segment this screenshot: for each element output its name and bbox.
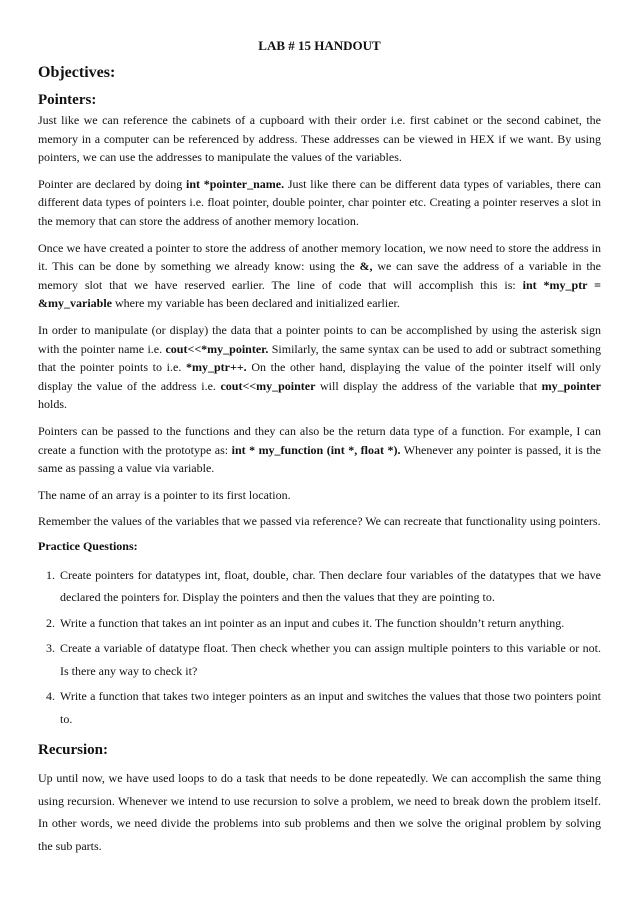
pointers-paragraph-1: Just like we can reference the cabinets of a cupboard with their order i.e. first cabinet or the second cabinet, the memory in a computer can be referenced by address. These addresses can be viewed in HEX if we want. By using pointers, we can use the addresses to manipulate the values of the variables. xyxy=(38,113,601,165)
practice-question-4: 4. Write a function that takes two integer pointers as an input and switches the values that those two pointers point to. xyxy=(58,685,601,730)
text-run: Once we have created a pointer to store the address of another memory location, we now need to store the address in it. This can be done by something we already know: using the xyxy=(38,240,601,274)
code-snippet: int *my_ptr = &my_variable xyxy=(38,277,602,311)
code-snippet: *my_ptr++. xyxy=(186,360,247,375)
recursion-paragraph-1: Up until now, we have used loops to do a task that needs to be done repeatedly. We can accomplish the same thing using recursion. Whenever we intend to use recursion to solve a problem, we need to break down the problem itself. In other words, we need divide the problems into sub problems and then we solve the original problem by solving the sub parts. xyxy=(38,771,601,853)
text-run: Pointer are declared by doing xyxy=(38,176,187,191)
practice-questions-heading: Practice Questions: xyxy=(38,538,138,553)
recursion-heading: Recursion: xyxy=(38,742,108,759)
text-run: will display the address of the variable that xyxy=(315,378,542,393)
text-run: Whenever any pointer is passed, it is the same as passing a value via variable. xyxy=(38,442,602,476)
text-run: Similarly, the same syntax can be used to add or subtract something that the pointer points to i.e. xyxy=(38,341,601,375)
text-run: holds. xyxy=(38,397,68,412)
text-run: Just like there can be different data types of variables, there can different data types of pointers i.e. float pointer, double pointer, char pointer etc. Creating a pointer reserves a slot in the memory that can store the address of another memory location. xyxy=(38,176,602,228)
code-snippet: &, xyxy=(359,259,373,274)
pointers-paragraph-4 xyxy=(38,321,601,414)
pointers-paragraph-3 xyxy=(38,239,601,313)
practice-question-3: 3. Create a variable of datatype float. Then check whether you can assign multiple pointers to this variable or not. Is there any way to check it? xyxy=(58,637,601,682)
pointers-paragraph-2 xyxy=(38,175,601,231)
code-snippet: my_pointer xyxy=(541,378,601,393)
code-snippet: int * my_function (int *, float *). xyxy=(231,442,401,457)
objectives-heading: Objectives: xyxy=(38,64,116,81)
code-snippet: cout<<*my_pointer. xyxy=(165,341,269,356)
document-title: LAB # 15 HANDOUT xyxy=(258,38,381,53)
code-snippet: int *pointer_name. xyxy=(186,176,285,191)
pointers-paragraph-6: The name of an array is a pointer to its first location. xyxy=(38,487,291,502)
text-run: On the other hand, displaying the value of the pointer itself will only display the value of the address i.e. xyxy=(38,360,601,393)
text-run: we can save the address of a variable in the memory slot that we have reserved earlier. The line of code that will accomplish this is: xyxy=(38,259,601,292)
pointers-paragraph-7: Remember the values of the variables that we passed via reference? We can recreate that functionality using pointers. xyxy=(38,514,601,529)
pointers-paragraph-5 xyxy=(38,422,601,478)
practice-question-2: 2. Write a function that takes an int pointer as an input and cubes it. The function shouldn’t return anything. xyxy=(58,612,601,635)
practice-question-1: 1. Create pointers for datatypes int, float, double, char. Then declare four variables of the datatypes that we have declared the pointers for. Display the pointers and then the values that they are pointing to. xyxy=(58,564,601,609)
text-run: In order to manipulate (or display) the data that a pointer points to can be accomplished by using the asterisk sign with the pointer name i.e. xyxy=(38,322,601,356)
text-run: Pointers can be passed to the functions and they can also be the return data type of a function. For example, I can create a function with the prototype as: xyxy=(38,423,601,457)
pointers-heading: Pointers: xyxy=(38,92,97,108)
text-run: where my variable has been declared and initialized earlier. xyxy=(112,296,400,311)
code-snippet: cout<<my_pointer xyxy=(220,378,316,393)
practice-questions-list xyxy=(38,564,601,731)
